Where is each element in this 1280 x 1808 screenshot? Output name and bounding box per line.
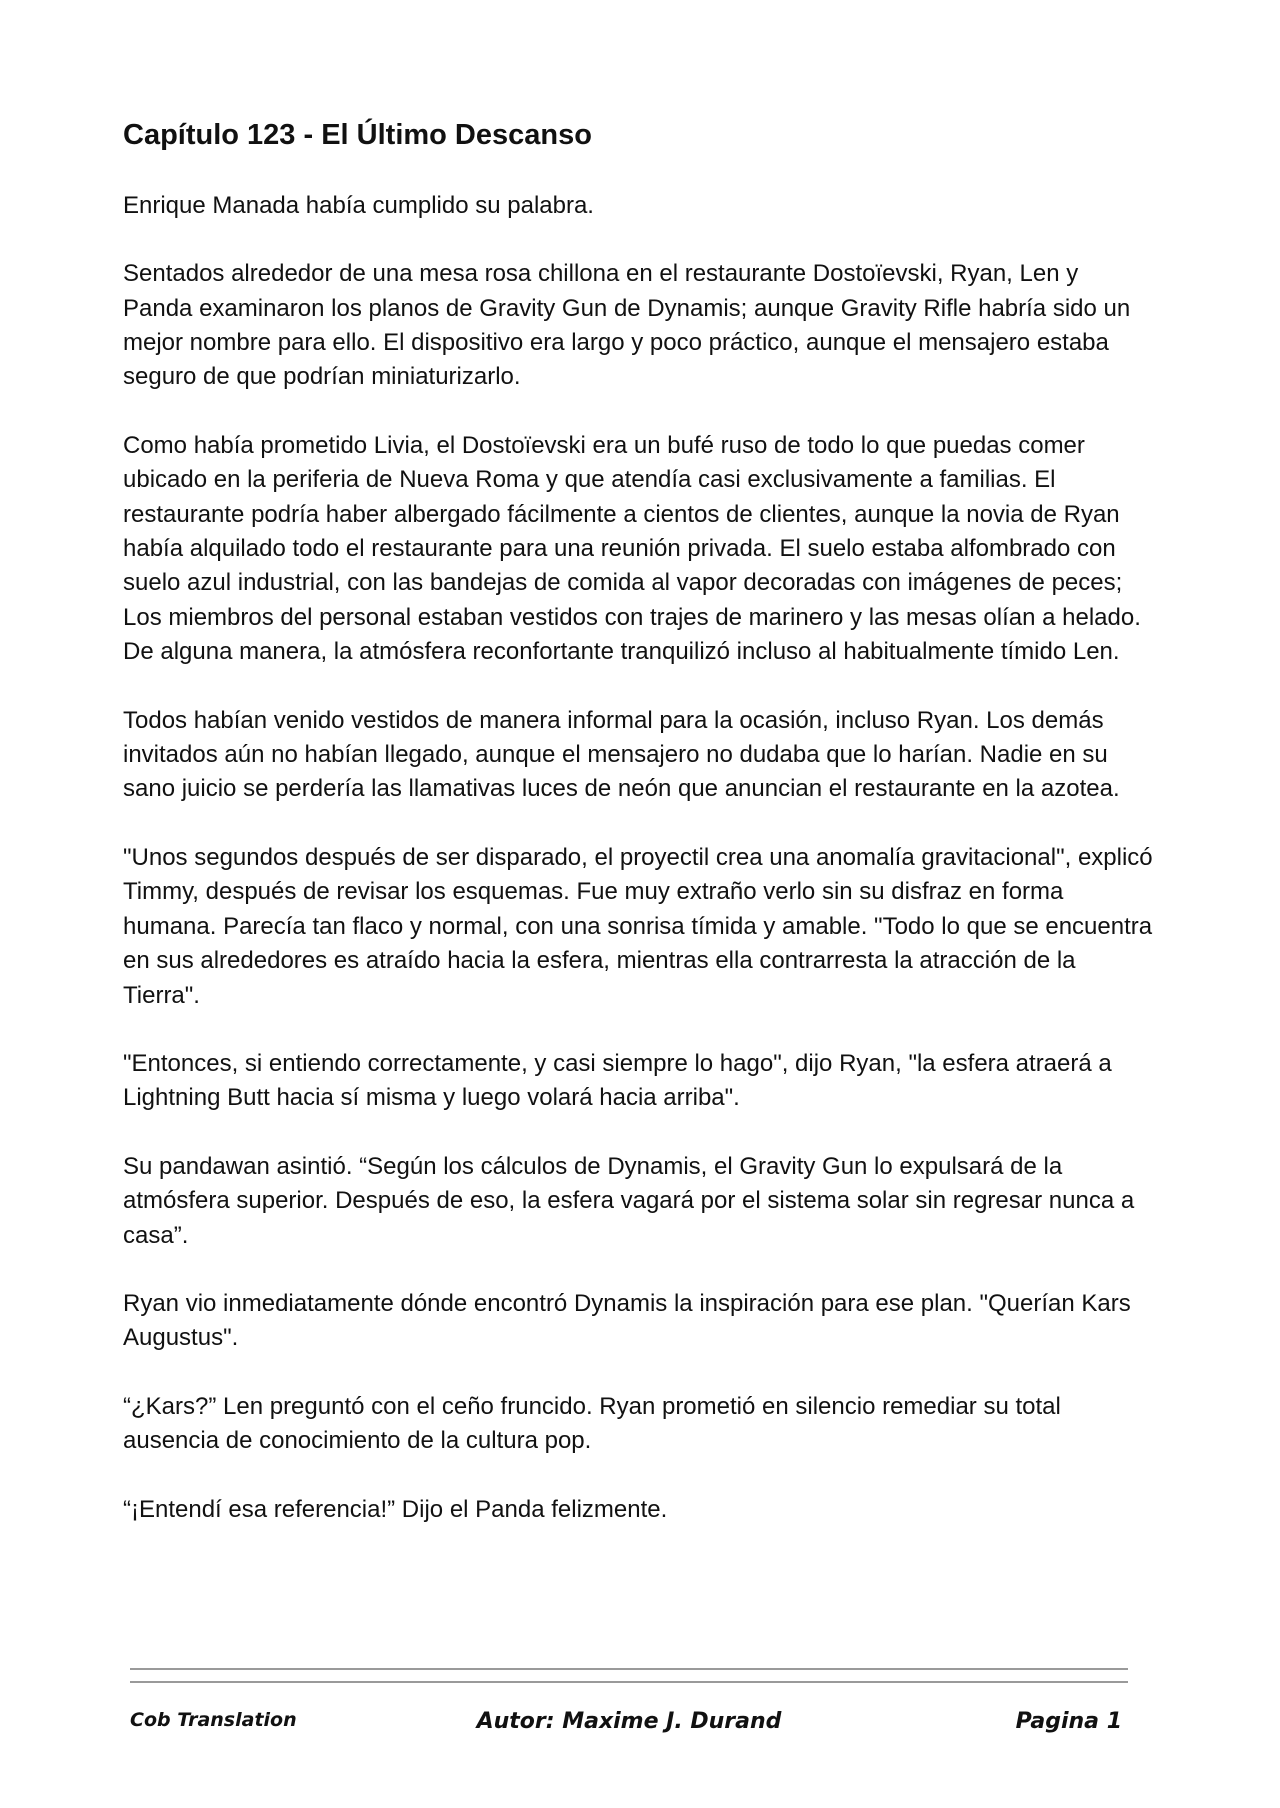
paragraph: Ryan vio inmediatamente dónde encontró Dynamis la inspiración para ese plan. "Querían Kars Augustus". bbox=[123, 1289, 1131, 1352]
paragraph: “¿Kars?” Len preguntó con el ceño fruncido. Ryan prometió en silencio remediar su total ausencia de conocimiento de la cultura pop. bbox=[123, 1392, 1061, 1455]
paragraph: “¡Entendí esa referencia!” Dijo el Panda felizmente. bbox=[123, 1495, 668, 1523]
paragraph: Como había prometido Livia, el Dostoïevski era un bufé ruso de todo lo que puedas comer ubicado en la periferia de Nueva Roma y que atendía casi exclusivamente a familias. El restaurante podría haber albergado fácilmente a cientos de clientes, aunque la novia de Ryan había alquilado todo el restaurante para una reunión privada. El suelo estaba alfombrado con suelo azul industrial, con las bandejas de comida al vapor decoradas con imágenes de peces; Los miembros del personal estaban vestidos con trajes de marinero y las mesas olían a helado. De alguna manera, la atmósfera reconfortante tranquilizó incluso al habitualmente tímido Len. bbox=[123, 431, 1141, 666]
footer-page-number: Pagina 1 bbox=[1015, 1709, 1122, 1734]
page-footer bbox=[130, 1668, 1128, 1749]
paragraph: Todos habían venido vestidos de manera informal para la ocasión, incluso Ryan. Los demás invitados aún no habían llegado, aunque el mensajero no dudaba que lo harían. Nadie en su sano juicio se perdería las llamativas luces de neón que anuncian el restaurante en la azotea. bbox=[123, 706, 1120, 803]
paragraph: Su pandawan asintió. “Según los cálculos de Dynamis, el Gravity Gun lo expulsará de la atmósfera superior. Después de eso, la esfera vagará por el sistema solar sin regresar nunca a casa”. bbox=[123, 1152, 1135, 1249]
paragraph: "Entonces, si entiendo correctamente, y casi siempre lo hago", dijo Ryan, "la esfera atraerá a Lightning Butt hacia sí misma y luego volará hacia arriba". bbox=[123, 1049, 1112, 1112]
footer-translator: Cob Translation bbox=[130, 1709, 297, 1731]
paragraph: Enrique Manada había cumplido su palabra. bbox=[123, 191, 594, 219]
paragraph: Sentados alrededor de una mesa rosa chillona en el restaurante Dostoïevski, Ryan, Len y Panda examinaron los planos de Gravity Gun de Dynamis; aunque Gravity Rifle habría sido un mejor nombre para ello. El dispositivo era largo y poco práctico, aunque el mensajero estaba seguro de que podrían miniaturizarlo. bbox=[123, 260, 1131, 391]
footer-divider bbox=[130, 1668, 1128, 1670]
footer-divider bbox=[130, 1681, 1128, 1683]
chapter-title: Capítulo 123 - El Último Descanso bbox=[123, 119, 592, 151]
footer-row bbox=[130, 1709, 1128, 1749]
footer-author: Autor: Maxime J. Durand bbox=[476, 1709, 782, 1734]
paragraph: "Unos segundos después de ser disparado, el proyectil crea una anomalía gravitacional", explicó Timmy, después de revisar los esquemas. Fue muy extraño verlo sin su disfraz en forma humana. Parecía tan flaco y normal, con una sonrisa tímida y amable. "Todo lo que se encuentra en sus alrededores es atraído hacia la esfera, mientras ella contrarresta la atracción de la Tierra". bbox=[123, 843, 1153, 1009]
document-body bbox=[123, 118, 1153, 1561]
